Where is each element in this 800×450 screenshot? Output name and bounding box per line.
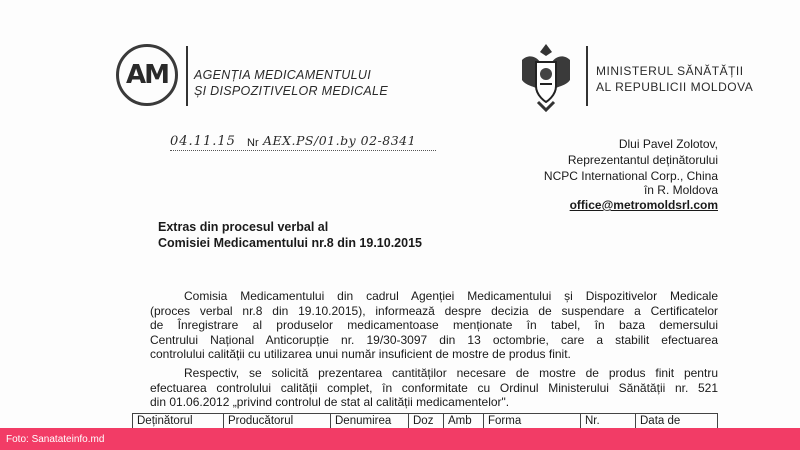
paragraph-line: din 01.06.2012 „privind controlul de stat al calității medicamentelor". bbox=[150, 395, 510, 409]
paragraph-line: efectuarea controlului calității complet, în conformitate cu Ordinul Ministerului Sănătății nr. 521 bbox=[150, 380, 718, 395]
reference-number: AEX.PS/01.by 02-8341 bbox=[263, 133, 417, 148]
table-header-cell: Doz bbox=[409, 414, 444, 444]
reference-dotted-line bbox=[170, 150, 436, 151]
table-header-cell: Producătorul bbox=[224, 414, 331, 444]
header-divider-right bbox=[586, 46, 588, 106]
addressee-company: NCPC International Corp., China bbox=[543, 169, 718, 183]
photo-caption-bar bbox=[0, 428, 800, 450]
reference-date: 04.11.15 bbox=[170, 134, 236, 149]
header-divider-left bbox=[186, 46, 188, 106]
paragraph-line: Respectiv, se solicită prezentarea cantităților necesare de mostre de produs finit pentru bbox=[184, 366, 718, 380]
paragraph-line: Comisia Medicamentului din cadrul Agenției Medicamentului și Dispozitivelor Medicale bbox=[184, 289, 718, 303]
ministry-name-line2: AL REPUBLICII MOLDOVA bbox=[596, 80, 754, 94]
paragraph-line: controlului calității cu utilizarea unui număr insuficient de mostre de produs finit. bbox=[150, 347, 571, 361]
agency-logo: AM bbox=[116, 44, 178, 106]
addressee-email-link[interactable]: office@metromoldsrl.com bbox=[569, 198, 718, 212]
document-title-line2: Comisiei Medicamentului nr.8 din 19.10.2015 bbox=[158, 236, 422, 250]
agency-name-line2: ȘI DISPOZITIVELOR MEDICALE bbox=[194, 84, 388, 98]
body-paragraph-1 bbox=[150, 289, 718, 362]
table-header-cell: Denumirea bbox=[331, 414, 409, 444]
paragraph-line: de Înregistrare al produselor medicamentoase menționate în tabel, în baza demersului bbox=[150, 318, 718, 332]
paragraph-line: (proces verbal nr.8 din 19.10.2015), informează despre decizia de suspendare a Certificatelor bbox=[150, 303, 718, 318]
table-header-cell: Nr. bbox=[581, 414, 636, 444]
addressee-role: Reprezentantul deținătorului bbox=[567, 153, 718, 167]
photo-credit: Foto: Sanatateinfo.md bbox=[6, 433, 105, 445]
reference-nr-label: Nr bbox=[247, 137, 259, 149]
body-paragraph-2 bbox=[150, 366, 718, 410]
addressee-name: Dlui Pavel Zolotov, bbox=[618, 137, 718, 151]
table-header-cell: Forma bbox=[484, 414, 581, 444]
table-header-cell: Deținătorul bbox=[133, 414, 224, 444]
table-header-cell: Amb bbox=[444, 414, 484, 444]
agency-name-line1: AGENȚIA MEDICAMENTULUI bbox=[194, 68, 371, 82]
paragraph-line: Centrului Național Anticorupție nr. 19/30-3097 din 13 octombrie, care a stabilit efectuarea bbox=[150, 332, 718, 347]
document-title-line1: Extras din procesul verbal al bbox=[158, 220, 329, 234]
table-header-cell: Data de bbox=[636, 414, 718, 444]
addressee-country: în R. Moldova bbox=[643, 183, 718, 197]
coat-of-arms-icon bbox=[518, 40, 574, 112]
ministry-name-line1: MINISTERUL SĂNĂTĂȚII bbox=[596, 64, 744, 78]
